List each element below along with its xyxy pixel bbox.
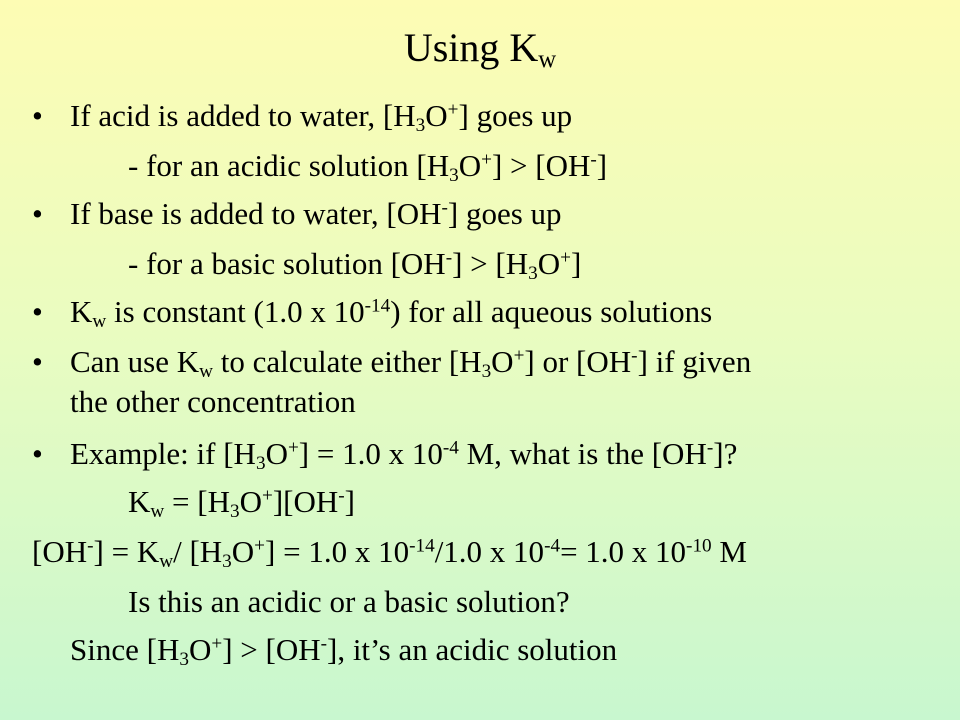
superscript: - xyxy=(338,485,345,507)
superscript: -4 xyxy=(442,437,459,459)
text-line xyxy=(128,484,355,520)
line-text: K xyxy=(70,294,93,329)
superscript: -4 xyxy=(544,535,561,557)
superscript: -10 xyxy=(686,535,712,557)
line-text: ], it’s an acidic solution xyxy=(327,632,618,667)
line-text: ]? xyxy=(713,436,738,471)
line-text: ] xyxy=(344,484,355,519)
subscript: w xyxy=(150,500,165,522)
bullet-marker: • xyxy=(32,294,43,329)
text-line xyxy=(70,384,356,420)
line-text: ] or [OH xyxy=(524,344,632,379)
line-text: Example: if [H xyxy=(70,436,256,471)
text-line xyxy=(32,98,573,136)
superscript: + xyxy=(447,99,459,121)
bullet-marker: • xyxy=(32,436,43,471)
line-text: M xyxy=(711,534,747,569)
line-text: ] goes up xyxy=(458,98,573,133)
superscript: -14 xyxy=(409,535,435,557)
line-text: the other concentration xyxy=(70,384,356,419)
subscript: 3 xyxy=(222,550,232,572)
text-line xyxy=(128,584,570,620)
line-text: - for an acidic solution [H xyxy=(128,148,450,183)
superscript: - xyxy=(441,197,448,219)
text-line xyxy=(70,632,617,668)
subscript: 3 xyxy=(415,114,426,136)
line-text: ] xyxy=(570,246,582,281)
superscript: -14 xyxy=(364,295,391,317)
line-text: = [H xyxy=(164,484,230,519)
superscript: + xyxy=(261,485,273,507)
line-text: ] = 1.0 x 10 xyxy=(265,534,410,569)
title-subscript: w xyxy=(538,46,557,74)
superscript: - xyxy=(590,149,597,171)
subscript: 3 xyxy=(229,500,240,522)
line-text: ] xyxy=(596,148,608,183)
line-text: O xyxy=(239,484,262,519)
line-text: If acid is added to water, [H xyxy=(70,98,416,133)
line-text: O xyxy=(458,148,482,183)
superscript: - xyxy=(320,633,327,655)
subscript: w xyxy=(199,360,214,382)
superscript: + xyxy=(481,149,492,171)
line-text: O xyxy=(265,436,288,471)
subscript: 3 xyxy=(449,164,459,186)
superscript: - xyxy=(445,247,453,269)
line-text: is constant (1.0 x 10 xyxy=(106,294,365,329)
slide-title xyxy=(0,22,960,74)
line-text: O xyxy=(425,98,448,133)
bullet-marker: • xyxy=(32,196,43,231)
subscript: w xyxy=(159,550,174,572)
subscript: 3 xyxy=(255,452,266,474)
superscript: + xyxy=(513,345,525,367)
line-text: ][OH xyxy=(272,484,339,519)
text-line xyxy=(32,196,562,232)
line-text: ] if given xyxy=(637,344,752,379)
line-text: O xyxy=(537,246,561,281)
line-text: ] > [OH xyxy=(222,632,321,667)
line-text: K xyxy=(128,484,151,519)
superscript: + xyxy=(254,535,266,557)
line-text: to calculate either [H xyxy=(213,344,482,379)
text-line xyxy=(32,294,713,332)
line-text: ] > [H xyxy=(452,246,529,281)
subscript: 3 xyxy=(179,648,189,670)
line-text: ] = K xyxy=(93,534,160,569)
text-line xyxy=(32,436,738,474)
line-text: ] goes up xyxy=(447,196,562,231)
text-line xyxy=(32,534,747,570)
line-text: / [H xyxy=(173,534,223,569)
line-text: Can use K xyxy=(70,344,200,379)
subscript: 3 xyxy=(528,262,538,284)
line-text: M, what is the [OH xyxy=(458,436,707,471)
bullet-marker: • xyxy=(32,98,43,133)
line-text: If base is added to water, [OH xyxy=(70,196,442,231)
superscript: + xyxy=(560,247,571,269)
line-text: - for a basic solution [OH xyxy=(128,246,446,281)
superscript: + xyxy=(287,437,299,459)
bullet-marker: • xyxy=(32,344,43,379)
line-text: ] > [OH xyxy=(491,148,591,183)
text-line xyxy=(128,148,607,184)
text-line xyxy=(32,344,752,382)
superscript: - xyxy=(706,437,714,459)
line-text: Is this an acidic or a basic solution? xyxy=(128,584,570,619)
subscript: 3 xyxy=(481,360,492,382)
line-text: O xyxy=(188,632,212,667)
superscript: + xyxy=(211,633,223,655)
line-text: ) for all aqueous solutions xyxy=(390,294,713,329)
superscript: - xyxy=(87,535,94,557)
line-text: = 1.0 x 10 xyxy=(560,534,687,569)
line-text: /1.0 x 10 xyxy=(434,534,545,569)
superscript: - xyxy=(631,345,638,367)
line-text: Since [H xyxy=(70,632,180,667)
line-text: O xyxy=(491,344,514,379)
line-text: O xyxy=(231,534,255,569)
line-text: ] = 1.0 x 10 xyxy=(298,436,443,471)
line-text: [OH xyxy=(32,534,88,569)
subscript: w xyxy=(92,310,107,332)
title-text: Using K xyxy=(403,25,539,70)
text-line xyxy=(128,246,581,282)
